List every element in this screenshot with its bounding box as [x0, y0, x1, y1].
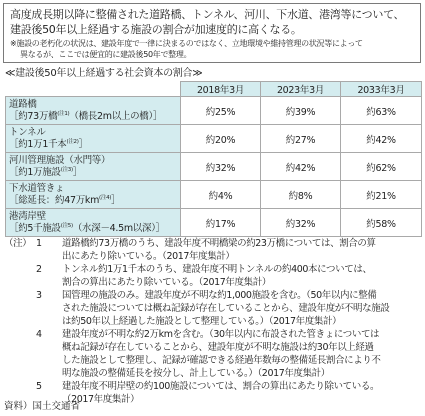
note-number: 2: [36, 264, 42, 275]
column-header-2023: 2023年3月: [261, 82, 341, 97]
row-category: [6, 97, 181, 125]
row-value: 約21%: [341, 181, 422, 209]
row-detail-line: [9, 167, 177, 179]
summary-box: [3, 3, 421, 63]
summary-text: 高度成長期以降に整備された道路橋、トンネル、河川、下水道、港湾等について、建設後50年以上経過する施設の割合が加速度的に高くなる。: [10, 8, 405, 36]
row-detail-suffix: （橋長2m以上の橋）］: [69, 110, 163, 122]
column-header-2033: 2033年3月: [341, 82, 422, 97]
table-header-row: [6, 82, 422, 97]
row-category: [6, 181, 181, 209]
note-item: [4, 289, 421, 328]
note-line: 出にあたり除いている。（2017年度集計）: [62, 251, 235, 262]
row-detail-suffix: ］: [78, 138, 88, 150]
row-name-line: [9, 127, 177, 139]
row-footnote-ref: (注3): [60, 166, 73, 173]
table-row: [6, 181, 422, 209]
row-detail: ［約1万1千本: [9, 138, 67, 150]
note-line: した施設として整理し、記録が確認できる経過年数毎の整備延長割合により不: [62, 355, 381, 366]
note-item: [4, 263, 421, 289]
note-number: 4: [36, 329, 42, 340]
row-detail-line: [9, 139, 177, 151]
note-line: 建設年度が不明な約2万kmを含む。（30年以内に布設された管きょについては: [62, 329, 380, 340]
row-name-line: [9, 183, 177, 195]
row-detail: ［約5千施設: [9, 222, 61, 234]
summary-note-line-1: ※施設の老朽化の状況は、建設年度で一律に決まるのではなく、立地環境や維持管理の状況等によって: [10, 39, 363, 48]
row-detail: ［約1万施設: [9, 166, 61, 178]
row-value: 約25%: [181, 97, 261, 125]
row-value: 約17%: [181, 209, 261, 237]
source-credit: 資料）国土交通省: [4, 401, 81, 412]
note-line: は約50年以上経過した施設として整理している。）（2017年度集計）: [62, 316, 342, 327]
row-footnote-ref: (注2): [66, 138, 79, 145]
row-footnote-ref: (注4): [99, 194, 112, 201]
notes-section: [4, 237, 421, 406]
row-name: 河川管理施設（水門等）: [9, 154, 111, 166]
note-line: 割合の算出にあたり除いている。（2017年度集計）: [62, 277, 271, 288]
note-line: トンネル約1万1千本のうち、建設年度不明トンネルの約400本については、: [62, 264, 372, 275]
row-name: 道路橋: [9, 98, 37, 110]
row-detail-suffix: （水深－4.5m以深）］: [72, 222, 165, 234]
row-name: トンネル: [9, 126, 46, 138]
note-line: （2017年度集計）: [62, 394, 140, 405]
row-value: 約62%: [341, 153, 422, 181]
table-row: [6, 209, 422, 237]
row-value: 約4%: [181, 181, 261, 209]
row-detail-line: [9, 223, 177, 235]
row-value: 約32%: [261, 209, 341, 237]
row-name-line: [9, 155, 177, 167]
table-caption: ≪建設後50年以上経過する社会資本の割合≫: [5, 68, 203, 79]
row-value: 約42%: [341, 125, 422, 153]
row-value: 約63%: [341, 97, 422, 125]
row-value: 約42%: [261, 153, 341, 181]
note-line: 道路橋約73万橋のうち、建設年度不明橋梁の約23万橋については、割合の算: [62, 238, 376, 249]
summary-note: [10, 38, 414, 60]
row-footnote-ref: (注5): [60, 222, 73, 229]
note-number: 5: [36, 381, 42, 392]
row-value: 約39%: [261, 97, 341, 125]
row-name: 港湾岸壁: [9, 210, 46, 222]
row-detail: ［総延長：約47万km: [9, 194, 100, 206]
row-detail-line: [9, 195, 177, 207]
summary-note-line-2: 異なるが、ここでは便宜的に建設後50年で整理。: [20, 50, 192, 59]
row-category: [6, 125, 181, 153]
note-item: [4, 237, 421, 263]
table-row: [6, 125, 422, 153]
note-number: 3: [36, 290, 42, 301]
row-detail-line: [9, 111, 177, 123]
column-header-2018: 2018年3月: [181, 82, 261, 97]
note-number: 1: [36, 238, 42, 249]
row-name: 下水道管きょ: [9, 182, 65, 194]
table-corner: [6, 82, 181, 97]
table-row: [6, 153, 422, 181]
row-name-line: [9, 99, 177, 111]
note-line: 明な施設の整備延長を按分し、計上している。）（2017年度集計）: [62, 368, 330, 379]
table-row: [6, 97, 422, 125]
row-value: 約58%: [341, 209, 422, 237]
row-value: 約20%: [181, 125, 261, 153]
note-item: [4, 328, 421, 380]
row-value: 約32%: [181, 153, 261, 181]
row-detail: ［約73万橋: [9, 110, 58, 122]
row-value: 約27%: [261, 125, 341, 153]
note-line: された施設については概ね記録が存在していることから、建設年度が不明な施設: [62, 303, 390, 314]
row-footnote-ref: (注1): [57, 110, 70, 117]
notes-heading: （注）: [4, 238, 32, 249]
row-detail-suffix: ］: [111, 194, 121, 206]
row-value: 約8%: [261, 181, 341, 209]
note-line: 国管理の施設のみ。建設年度が不明な約1,000施設を含む。（50年以内に整備: [62, 290, 377, 301]
row-detail-suffix: ］: [72, 166, 83, 178]
infrastructure-table: [5, 81, 422, 237]
row-category: [6, 153, 181, 181]
row-name-line: [9, 211, 177, 223]
row-category: [6, 209, 181, 237]
note-line: 概ね記録が存在していることから、建設年度が不明な施設は約30年以上経過: [62, 342, 374, 353]
note-line: 建設年度不明岸壁の約100施設については、割合の算出にあたり除いている。: [62, 381, 380, 392]
